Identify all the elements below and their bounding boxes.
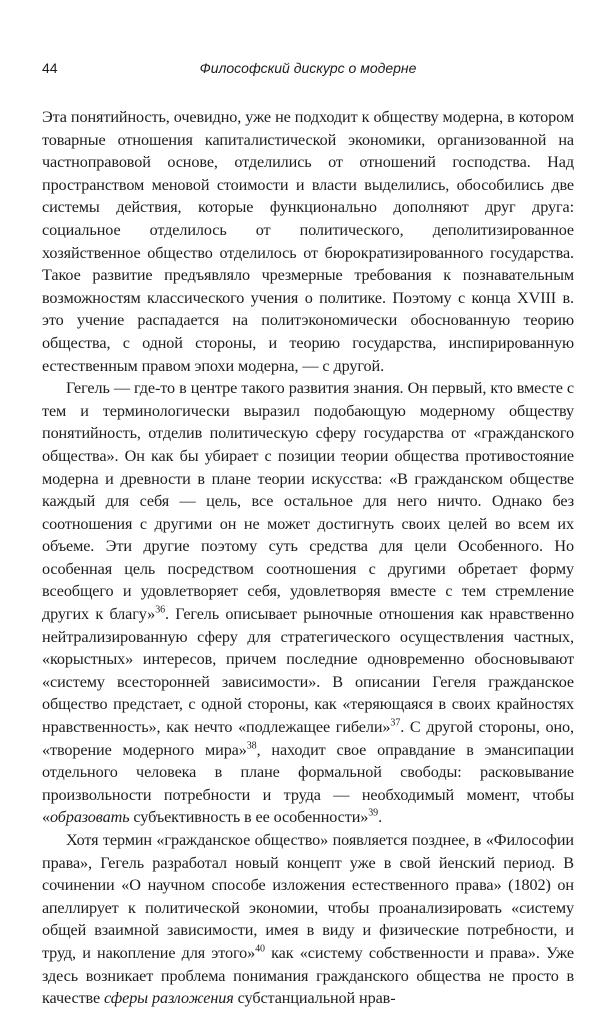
book-page [42,58,574,1010]
footnote-ref: 37 [390,717,401,729]
text-run: . С другой стороны, оно, «творение модерного мира» [42,718,574,759]
emphasis-text: сферы разложения [104,989,234,1008]
footnote-ref: 39 [368,808,379,820]
text-run: как «систему собственности и права». Уже здесь возникает проблема понимания гражданского общества не просто в качестве [42,943,574,1008]
text-run: , находит свое оправдание в эмансипации отдельного человека в плане формальной свободы: расковывание произвольности потребности и труда — необходимый момент, чтобы « [42,740,574,827]
emphasis-text: образовать [50,808,130,827]
text-run: . [378,808,383,827]
footnote-ref: 40 [255,943,265,955]
text-run: Эта понятийность, очевидно, уже не подходит к обществу модерна, в котором товарные отношения капиталистической экономики, организованной на частноправовой основе, отделились от отношений господства. Над пространством меновой стоимости и власти выделились, обособились две системы действия, которые функционально дополняют друг друга: социальное отделилось от политического, деполитизированное хозяйственное общество отделилось от бюрократизированного государства. Такое развитие предъявляло чрезмерные требования к познавательным возможностям классического учения о политике. Поэтому с конца XVIII в. это учение распадается на политэкономически обоснованную теорию общества, с одной стороны, и теорию государства, инспирированную естественным правом эпохи модерна, — с другой. [42,108,574,375]
page-header [42,58,574,82]
paragraph [42,377,574,829]
running-title: Философский дискурс о модерне [199,60,417,76]
paragraph [42,106,574,377]
page-number: 44 [42,60,58,76]
text-run: субстанциальной нрав- [233,989,396,1008]
text-run: субъективность в ее особенности» [129,808,369,827]
footnote-ref: 36 [155,604,165,616]
text-run: Хотя термин «гражданское общество» появляется позднее, в «Философии права», Гегель разработал новый концепт уже в свой йенский период. В сочинении «О научном способе изложения естественного права» (1802) он апеллирует к политической экономии, чтобы проанализировать «систему общей взаимной зависимости, имея в виду и физические потребности, и труд, и накопление для этого» [42,831,574,962]
text-run: Гегель — где-то в центре такого развития знания. Он первый, кто вместе с тем и терминологически выразил подобающую модерному обществу понятийность, отделив политическую сферу государства от «гражданского общества». Он как бы убирает с позиции теории общества противостояние модерна и древности в плане теории искусства: «В гражданском обществе каждый для себя — цель, все остальное для него ничто. Однако без соотношения с другими он не может достигнуть своих целей во всем их объеме. Эти другие поэтому суть средства для цели Особенного. Но особенная цель посредством соотношения с другими обретает форму всеобщего и удовлетворяет себя, удовлетворяя вместе с тем стремление других к благу» [42,379,574,624]
text-run: . Гегель описывает рыночные отношения как нравственно нейтрализированную сферу для стратегического осуществления частных, «корыстных» интересов, причем последние одновременно обосновывают «систему всесторонней зависимости». В описании Гегеля гражданское общество предстает, с одной стороны, как «теряющаяся в своих крайностях нравственность», как нечто «подлежащее гибели» [42,605,575,737]
footnote-ref: 38 [246,740,257,752]
page-body [42,106,574,1010]
paragraph [42,829,574,1010]
